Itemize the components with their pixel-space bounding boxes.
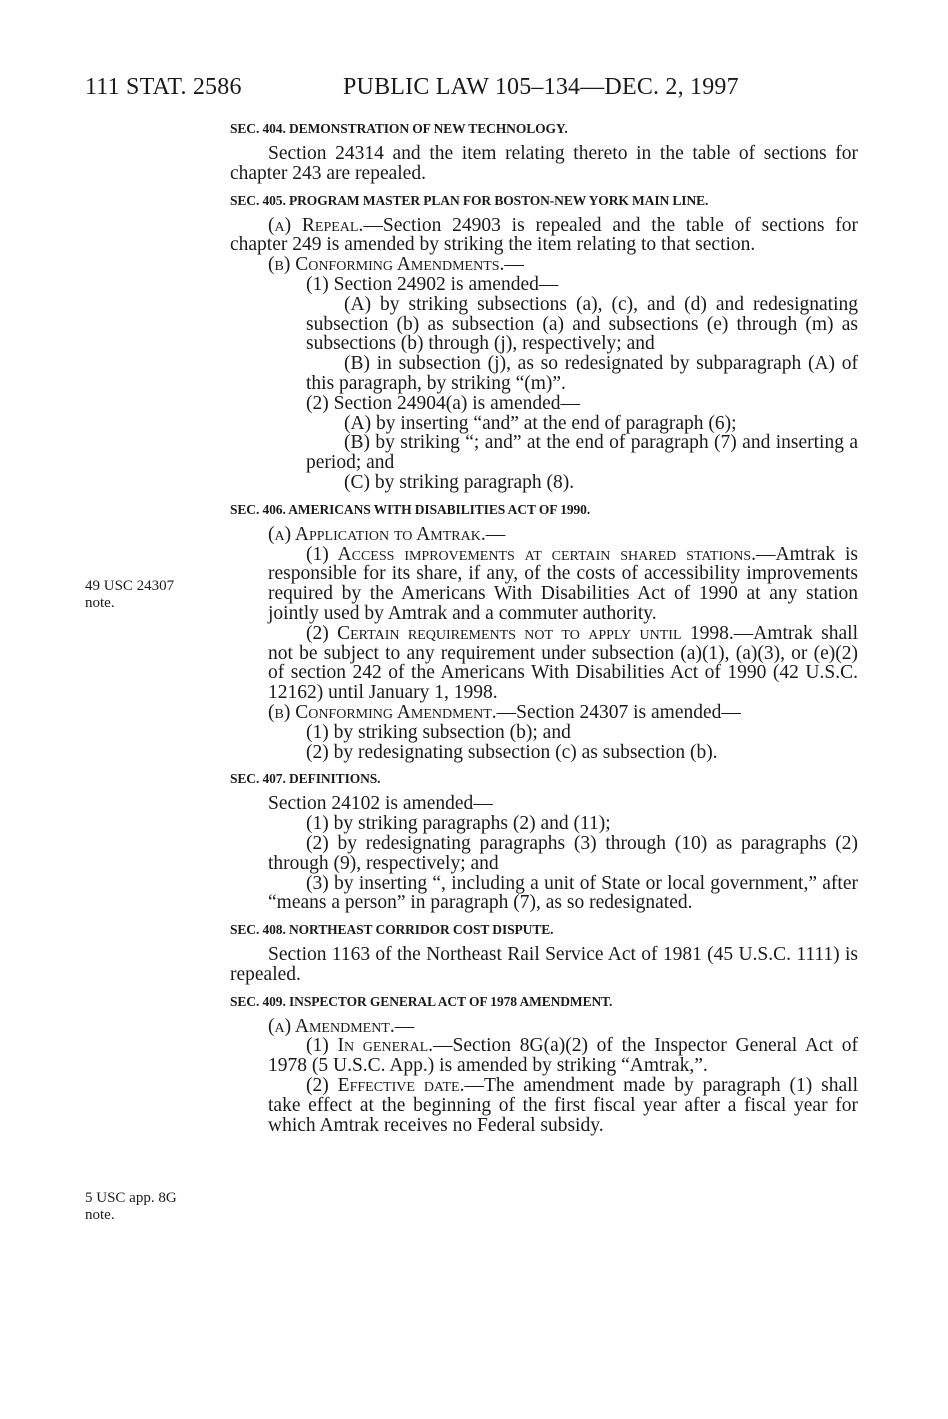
- subsection-a: (a) Repeal.—Section 24903 is repealed and the table of sections for chapter 249 is amended by striking the item relating to that section.: [230, 214, 858, 256]
- paragraph: (1) Access improvements at certain shared stations.—Amtrak is responsible for its share, if any, of the costs of accessibility improvements required by the Americans With Disabilities Act of 1990 at any station jointly used by Amtrak and a commuter authority.: [268, 543, 858, 624]
- paragraph: (1) by striking subsection (b); and: [306, 721, 571, 743]
- section-heading-409: SEC. 409. INSPECTOR GENERAL ACT OF 1978 AMENDMENT.: [230, 993, 613, 1009]
- section-text: Section 1163 of the Northeast Rail Service Act of 1981 (45 U.S.C. 1111) is repealed.: [230, 944, 858, 985]
- subparagraph: (B) by striking “; and” at the end of paragraph (7) and inserting a period; and: [306, 432, 858, 474]
- paragraph: (2) Effective date.—The amendment made by paragraph (1) shall take effect at the beginning of the first fiscal year after a fiscal year for which Amtrak receives no Federal subsidy.: [268, 1075, 858, 1136]
- section-heading-406: SEC. 406. AMERICANS WITH DISABILITIES ACT OF 1990.: [230, 501, 591, 517]
- subsection-a: (a) Application to Amtrak.—: [268, 523, 506, 545]
- subsection-b: (b) Conforming Amendment.—Section 24307 is amended—: [268, 701, 741, 723]
- margin-note-49usc: 49 USC 24307 note.: [85, 578, 175, 611]
- subparagraph: (C) by striking paragraph (8).: [344, 471, 575, 493]
- page-header: [85, 74, 739, 101]
- statute-citation: 111 STAT. 2586: [85, 74, 242, 100]
- paragraph: (3) by inserting “, including a unit of State or local government,” after “means a person” in paragraph (7), as so redesignated.: [268, 872, 858, 914]
- paragraph: (2) Section 24904(a) is amended—: [306, 392, 581, 414]
- section-intro: Section 24102 is amended—: [268, 793, 493, 815]
- section-heading-405: SEC. 405. PROGRAM MASTER PLAN FOR BOSTON-NEW YORK MAIN LINE.: [230, 192, 709, 208]
- document-body: [230, 120, 858, 1135]
- subsection-b: (b) Conforming Amendments.—: [268, 254, 524, 276]
- paragraph: (2) by redesignating paragraphs (3) through (10) as paragraphs (2) through (9), respectively; and: [268, 832, 858, 874]
- paragraph: (1) Section 24902 is amended—: [306, 273, 559, 295]
- public-law-title: PUBLIC LAW 105–134—DEC. 2, 1997: [343, 74, 739, 100]
- section-heading-404: SEC. 404. DEMONSTRATION OF NEW TECHNOLOGY.: [230, 121, 568, 136]
- section-text: Section 24314 and the item relating thereto in the table of sections for chapter 243 are repealed.: [230, 143, 858, 184]
- subparagraph: (B) in subsection (j), as so redesignated by subparagraph (A) of this paragraph, by striking “(m)”.: [306, 353, 858, 394]
- paragraph: (2) by redesignating subsection (c) as subsection (b).: [306, 741, 718, 763]
- paragraph: (1) In general.—Section 8G(a)(2) of the Inspector General Act of 1978 (5 U.S.C. App.) is amended by striking “Amtrak,”.: [268, 1035, 858, 1077]
- paragraph: (2) Certain requirements not to apply until 1998.—Amtrak shall not be subject to any requirement under subsection (a)(1), (a)(3), or (e)(2) of section 242 of the Americans With Disabilities Act of 1990 (42 U.S.C. 12162) until January 1, 1998.: [268, 622, 858, 704]
- subparagraph: (A) by striking subsections (a), (c), and (d) and redesignating subsection (b) as subsection (a) and subsections (e) through (m) as subsections (b) through (j), respectively; and: [306, 293, 858, 355]
- section-heading-407: SEC. 407. DEFINITIONS.: [230, 771, 381, 787]
- paragraph: (1) by striking paragraphs (2) and (11);: [306, 813, 611, 835]
- subsection-a: (a) Amendment.—: [268, 1015, 415, 1037]
- subparagraph: (A) by inserting “and” at the end of paragraph (6);: [344, 412, 737, 434]
- section-heading-408: SEC. 408. NORTHEAST CORRIDOR COST DISPUTE.: [230, 922, 554, 938]
- margin-note-5usc: 5 USC app. 8G note.: [85, 1190, 177, 1223]
